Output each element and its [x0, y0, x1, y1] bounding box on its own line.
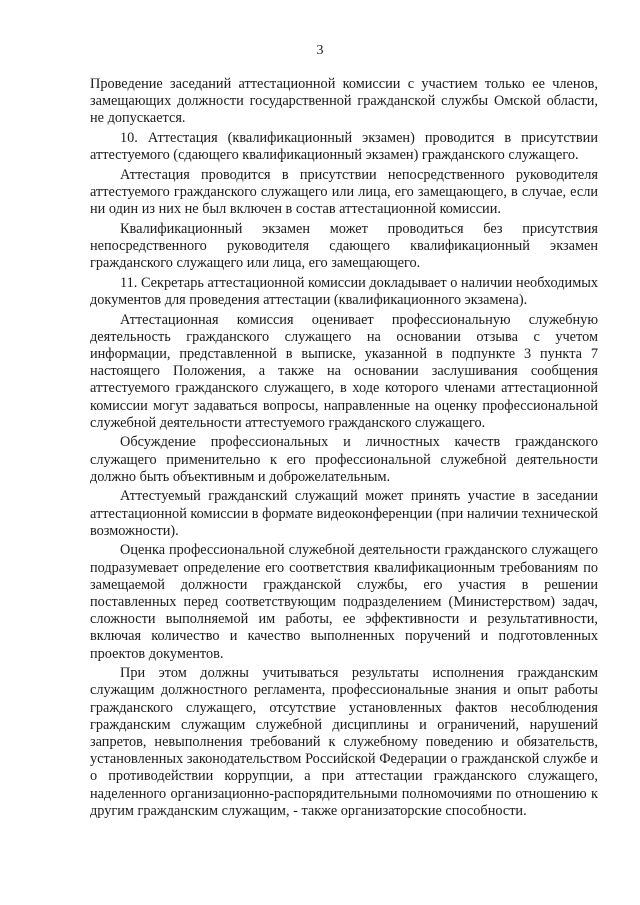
paragraph: Оценка профессиональной служебной деятельности гражданского служащего подразумевает определение его соответствия квалификационным требованиям по замещаемой должности гражданской службы, его участия в решении поставленных перед соответствующим подразделением (Министерством) задач, сложности выполняемой им работы, ее эффективности и результативности, включая количество и качество выполненных поручений и подготовленных проектов документов.: [90, 542, 598, 662]
paragraph: 10. Аттестация (квалификационный экзамен) проводится в присутствии аттестуемого (сдающего квалификационный экзамен) гражданского служащего.: [90, 130, 598, 164]
paragraph: При этом должны учитываться результаты исполнения гражданским служащим должностного регламента, профессиональные знания и опыт работы гражданского служащего, отсутствие установленных фактов несоблюдения гражданским служащим служебной дисциплины и ограничений, нарушений запретов, невыполнения требований к служебному поведению и обязательств, установленных законодательством Российской Федерации о гражданской службе и о противодействии коррупции, а при аттестации гражданского служащего, наделенного организационно-распорядительными полномочиями по отношению к другим гражданским служащим, - также организаторские способности.: [90, 665, 598, 819]
paragraph: Проведение заседаний аттестационной комиссии с участием только ее членов, замещающих должности государственной гражданской службы Омской области, не допускается.: [90, 76, 598, 127]
paragraph: Обсуждение профессиональных и личностных качеств гражданского служащего применительно к его профессиональной служебной деятельности должно быть объективным и доброжелательным.: [90, 434, 598, 485]
paragraph: Квалификационный экзамен может проводиться без присутствия непосредственного руководителя сдающего квалификационный экзамен гражданского служащего или лица, его замещающего.: [90, 220, 598, 272]
document-body: [90, 76, 598, 822]
paragraph: Аттестация проводится в присутствии непосредственного руководителя аттестуемого гражданского служащего или лица, его замещающего, в случае, если ни один из них не был включен в состав аттестационной комиссии.: [90, 166, 598, 218]
page-number: 3: [316, 43, 324, 58]
paragraph: Аттестационная комиссия оценивает профессиональную служебную деятельность гражданского служащего на основании отзыва с учетом информации, представленной в выписке, указанной в подпункте 3 пункта 7 настоящего Положения, а также на основании заслушивания сообщения аттестуемого гражданского служащего, в ходе которого членами аттестационной комиссии могут задаваться вопросы, направленные на оценку профессиональной служебной деятельности аттестуемого гражданского служащего.: [90, 311, 598, 431]
paragraph: Аттестуемый гражданский служащий может принять участие в заседании аттестационной комиссии в формате видеоконференции (при наличии технической возможности).: [90, 488, 598, 539]
paragraph: 11. Секретарь аттестационной комиссии докладывает о наличии необходимых документов для проведения аттестации (квалификационного экзамена).: [90, 274, 598, 308]
